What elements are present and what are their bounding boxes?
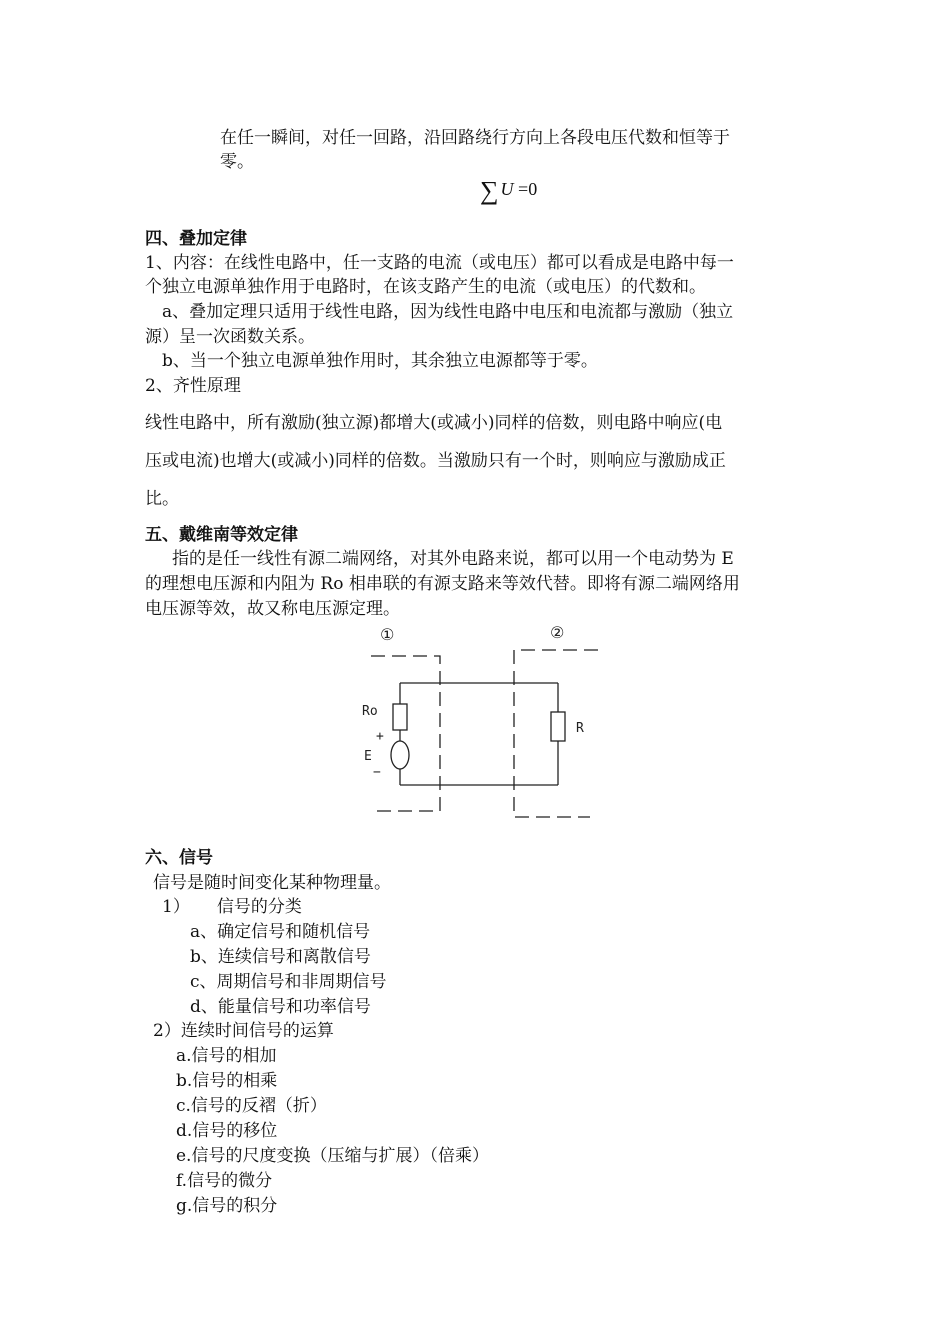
signal-class-item: d、能量信号和功率信号	[190, 997, 371, 1017]
minus-label: −	[373, 765, 381, 780]
section4-p1-line-1: 1、内容：在线性电路中，任一支路的电流（或电压）都可以看成是电路中每一	[145, 253, 734, 273]
sigma-symbol: ∑	[480, 176, 499, 205]
section4-p2-line-3: 比。	[145, 489, 179, 509]
section6-intro: 信号是随时间变化某种物理量。	[153, 873, 391, 893]
section4-a-line-2: 源）呈一次函数关系。	[145, 327, 315, 347]
signal-op-item: a.信号的相加	[176, 1046, 277, 1066]
signal-class-item: c、周期信号和非周期信号	[190, 972, 387, 992]
section4-p1-line-2: 个独立电源单独作用于电路时，在该支路产生的电流（或电压）的代数和。	[145, 277, 706, 297]
ro-resistor	[393, 704, 407, 730]
r-label: R	[576, 721, 584, 736]
e-label: E	[364, 749, 372, 764]
section4-a-line-1: a、叠加定理只适用于线性电路，因为线性电路中电压和电流都与激励（独立	[162, 302, 734, 322]
signal-op-item: d.信号的移位	[176, 1121, 278, 1141]
section5-line-2: 的理想电压源和内阻为 Ro 相串联的有源支路来等效代替。即将有源二端网络用	[145, 574, 740, 594]
signal-op-item: g.信号的积分	[176, 1196, 278, 1216]
section6-item2: 2）连续时间信号的运算	[153, 1021, 334, 1041]
section4-heading: 四、叠加定律	[145, 229, 247, 249]
section6-heading: 六、信号	[145, 848, 213, 868]
kcl-text-line-2: 零。	[220, 152, 254, 172]
signal-class-item: b、连续信号和离散信号	[190, 947, 371, 967]
section5-heading: 五、戴维南等效定律	[145, 525, 298, 545]
network-2-label: ②	[550, 623, 565, 642]
network-1-label: ①	[380, 625, 395, 644]
section4-p2-line-1: 线性电路中，所有激励(独立源)都增大(或减小)同样的倍数，则电路中响应(电	[145, 413, 723, 433]
load-resistor-r	[551, 712, 565, 741]
section5-line-3: 电压源等效，故又称电压源定理。	[145, 599, 400, 619]
section4-p2-title: 2、齐性原理	[145, 376, 241, 396]
section4-p2-line-2: 压或电流)也增大(或减小)同样的倍数。当激励只有一个时，则响应与激励成正	[145, 451, 726, 471]
signal-op-item: c.信号的反褶（折）	[176, 1096, 327, 1116]
signal-op-item: b.信号的相乘	[176, 1071, 278, 1091]
ro-label: Ro	[362, 704, 378, 719]
formula-rhs: =0	[518, 179, 538, 199]
signal-op-item: f.信号的微分	[176, 1171, 273, 1191]
formula-variable: U	[500, 179, 514, 199]
section6-item1: 1） 信号的分类	[162, 897, 302, 917]
section4-b-line: b、当一个独立电源单独作用时，其余独立电源都等于零。	[162, 351, 598, 371]
section5-line-1: 指的是任一线性有源二端网络，对其外电路来说，都可以用一个电动势为 E	[172, 549, 734, 569]
signal-class-item: a、确定信号和随机信号	[190, 922, 371, 942]
voltage-source-e	[391, 741, 409, 769]
signal-op-item: e.信号的尺度变换（压缩与扩展）（倍乘）	[176, 1146, 489, 1166]
kcl-text-line-1: 在任一瞬间，对任一回路，沿回路绕行方向上各段电压代数和恒等于	[220, 128, 730, 148]
plus-label: +	[376, 729, 384, 744]
